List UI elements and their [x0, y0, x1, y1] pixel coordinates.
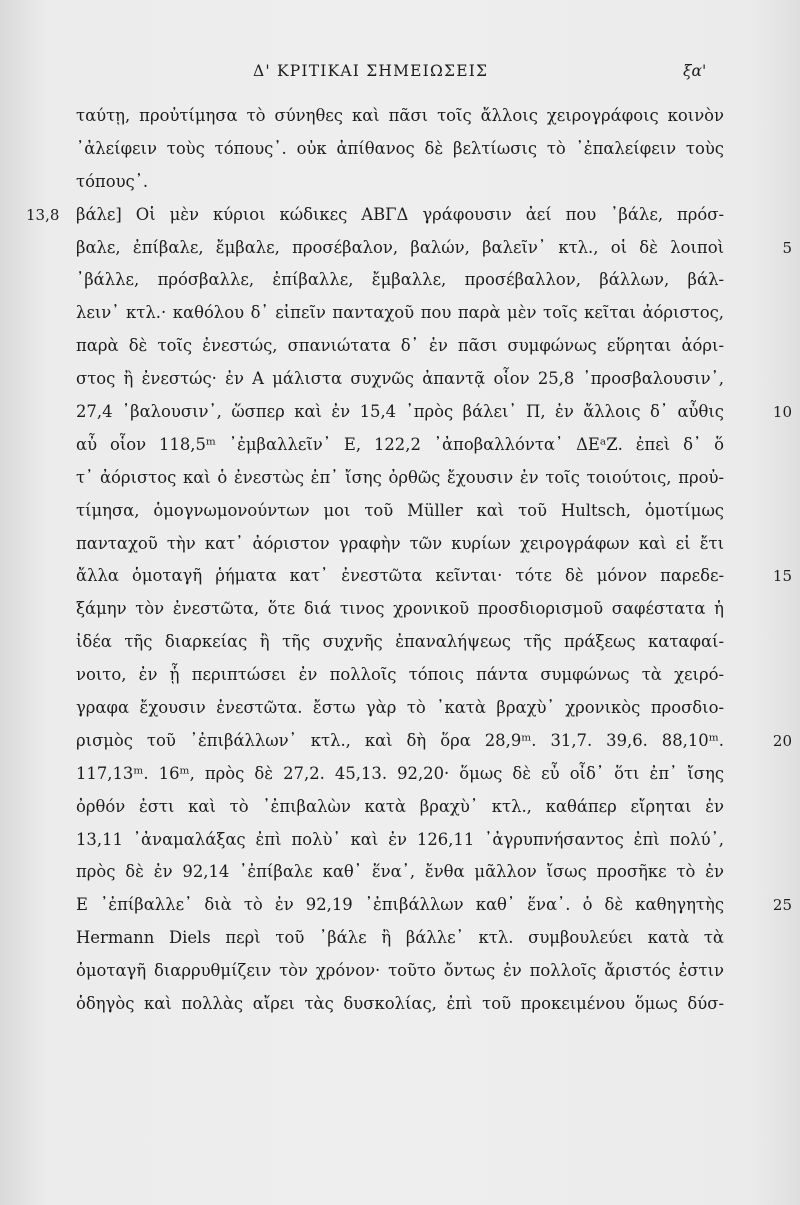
line-text: αὖ οἷον 118,5ᵐ ᾿ἐμβαλλεῖν᾽ Ε, 122,2 ᾿ἀποβαλλόντα᾽ ΔΕᵃΖ. ἐπεὶ δ᾽ ὅ — [76, 434, 724, 454]
line-number: 25 — [772, 896, 792, 915]
line-text: τ᾽ ἀόριστος καὶ ὁ ἐνεστὼς ἐπ᾽ ἴσης ὀρθῶς ἔχουσιν ἐν τοῖς τοιούτοις, προὐ- — [76, 467, 724, 487]
line-text: βάλε] Οἱ μὲν κύριοι κώδικες ΑΒΓΔ γράφουσιν ἀεί που ᾿βάλε, πρόσ- — [76, 204, 724, 224]
line-text: ᾿βάλλε, πρόσβαλλε, ἐπίβαλλε, ἔμβαλλε, προσέβαλλον, βάλλων, βάλ- — [76, 270, 724, 290]
line-text: Hermann Diels περὶ τοῦ ᾿βάλε ἢ βάλλε᾽ κτλ. συμβουλεύει κατὰ τὰ — [76, 928, 724, 948]
line-number: 20 — [772, 731, 792, 750]
line-text: 117,13ᵐ. 16ᵐ, πρὸς δὲ 27,2. 45,13. 92,20· ὅμως δὲ εὖ οἶδ᾽ ὅτι ἐπ᾽ ἴσης — [76, 763, 724, 783]
line-text: ρισμὸς τοῦ ᾿ἐπιβάλλων᾽ κτλ., καὶ δὴ ὅρα 28,9ᵐ. 31,7. 39,6. 88,10ᵐ. — [76, 730, 724, 750]
text-line — [0, 133, 800, 166]
text-line — [0, 528, 800, 561]
page-number: ξα' — [683, 62, 707, 80]
line-text: βαλε, ἐπίβαλε, ἔμβαλε, προσέβαλον, βαλών, βαλεῖν᾽ κτλ., οἱ δὲ λοιποὶ — [76, 237, 724, 257]
text-line — [0, 692, 800, 725]
text-line — [0, 791, 800, 824]
line-text: πρὸς δὲ ἐν 92,14 ᾿ἐπίβαλε καθ᾽ ἕνα᾽, ἔνθα μᾶλλον ἴσως προσῆκε τὸ ἐν — [76, 862, 724, 882]
line-reference: 13,8 — [26, 205, 60, 224]
text-line — [0, 725, 800, 758]
text-line — [0, 889, 800, 922]
text-line — [0, 922, 800, 955]
line-text: τόπους᾽. — [76, 171, 149, 191]
line-number: 5 — [782, 238, 792, 257]
text-line — [0, 955, 800, 988]
line-text: παρὰ δὲ τοῖς ἐνεστώς, σπανιώτατα δ᾽ ἐν πᾶσι συμφώνως εὕρηται ἀόρι- — [76, 336, 724, 356]
text-line — [0, 626, 800, 659]
line-text: γραφα ἔχουσιν ἐνεστῶτα. ἔστω γὰρ τὸ ᾿κατὰ βραχὺ᾽ χρονικὸς προσδιο- — [76, 698, 724, 718]
line-text: ᾿ἀλείφειν τοὺς τόπους᾽. οὐκ ἀπίθανος δὲ βελτίωσις τὸ ᾿ἐπαλείφειν τοὺς — [76, 138, 724, 158]
text-line — [0, 396, 800, 429]
text-line — [0, 593, 800, 626]
text-line — [0, 297, 800, 330]
line-text: πανταχοῦ τὴν κατ᾽ ἀόριστον γραφὴν τῶν κυρίων χειρογράφων καὶ εἰ ἔτι — [76, 533, 724, 553]
line-number: 10 — [772, 403, 792, 422]
line-text: ὀρθόν ἐστι καὶ τὸ ᾿ἐπιβαλὼν κατὰ βραχὺ᾽ κτλ., καθάπερ εἴρηται ἐν — [76, 796, 724, 816]
line-text: ὁμοταγῆ διαρρυθμίζειν τὸν χρόνον· τοῦτο ὄντως ἐν πολλοῖς ἄριστός ἐστιν — [76, 961, 724, 981]
line-text: ξάμην τὸν ἐνεστῶτα, ὅτε διά τινος χρονικοῦ προσδιορισμοῦ σαφέστατα ἡ — [76, 599, 724, 619]
line-text: Ε ᾿ἐπίβαλλε᾽ διὰ τὸ ἐν 92,19 ᾿ἐπιβάλλων καθ᾽ ἕνα᾽. ὁ δὲ καθηγητὴς — [76, 895, 724, 915]
line-text: ἰδέα τῆς διαρκείας ἢ τῆς συχνῆς ἐπαναλήψεως τῆς πράξεως καταφαί- — [76, 632, 724, 652]
text-line — [0, 495, 800, 528]
text-line — [0, 429, 800, 462]
line-text: ὁδηγὸς καὶ πολλὰς αἴρει τὰς δυσκολίας, ἐπὶ τοῦ προκειμένου ὅμως δύσ- — [76, 994, 724, 1014]
text-line — [0, 199, 800, 232]
line-text: τίμησα, ὁμογνωμονούντων μοι τοῦ Müller καὶ τοῦ Hultsch, ὁμοτίμως — [76, 500, 724, 520]
text-line — [0, 758, 800, 791]
text-line — [0, 988, 800, 1021]
critical-notes-body — [0, 100, 800, 1021]
line-text: 13,11 ᾿ἀναμαλάξας ἐπὶ πολὺ᾽ καὶ ἐν 126,11 ᾿ἀγρυπνήσαντος ἐπὶ πολύ᾽, — [76, 829, 724, 849]
text-line — [0, 363, 800, 396]
running-head — [0, 62, 800, 86]
line-text: νοιτο, ἐν ᾗ περιπτώσει ἐν πολλοῖς τόποις πάντα συμφώνως τὰ χειρό- — [76, 665, 724, 685]
line-text: ἄλλα ὁμοταγῆ ῥήματα κατ᾽ ἐνεστῶτα κεῖνται· τότε δὲ μόνον παρεδε- — [76, 566, 724, 586]
text-line — [0, 659, 800, 692]
text-line — [0, 166, 800, 199]
text-line — [0, 824, 800, 857]
text-line — [0, 264, 800, 297]
line-text: ταύτῃ, προὐτίμησα τὸ σύνηθες καὶ πᾶσι τοῖς ἄλλοις χειρογράφοις κοινὸν — [76, 106, 724, 125]
line-text: 27,4 ᾿βαλουσιν᾽, ὥσπερ καὶ ἐν 15,4 ᾿πρὸς βάλει᾽ Π, ἐν ἄλλοις δ᾽ αὖθις — [76, 402, 724, 422]
text-line — [0, 560, 800, 593]
line-text: στος ἢ ἐνεστώς· ἐν Α μάλιστα συχνῶς ἀπαντᾷ οἷον 25,8 ᾿προσβαλουσιν᾽, — [76, 369, 724, 389]
chapter-title: Δ' ΚΡΙΤΙΚΑΙ ΣΗΜΕΙΩΣΕΙΣ — [253, 62, 489, 80]
text-line — [0, 100, 800, 133]
line-number: 15 — [772, 567, 792, 586]
text-line — [0, 462, 800, 495]
line-text: λειν᾽ κτλ.· καθόλου δ᾽ εἰπεῖν πανταχοῦ που παρὰ μὲν τοῖς κεῖται ἀόριστος, — [76, 303, 724, 323]
text-line — [0, 856, 800, 889]
text-line — [0, 232, 800, 265]
text-line — [0, 330, 800, 363]
